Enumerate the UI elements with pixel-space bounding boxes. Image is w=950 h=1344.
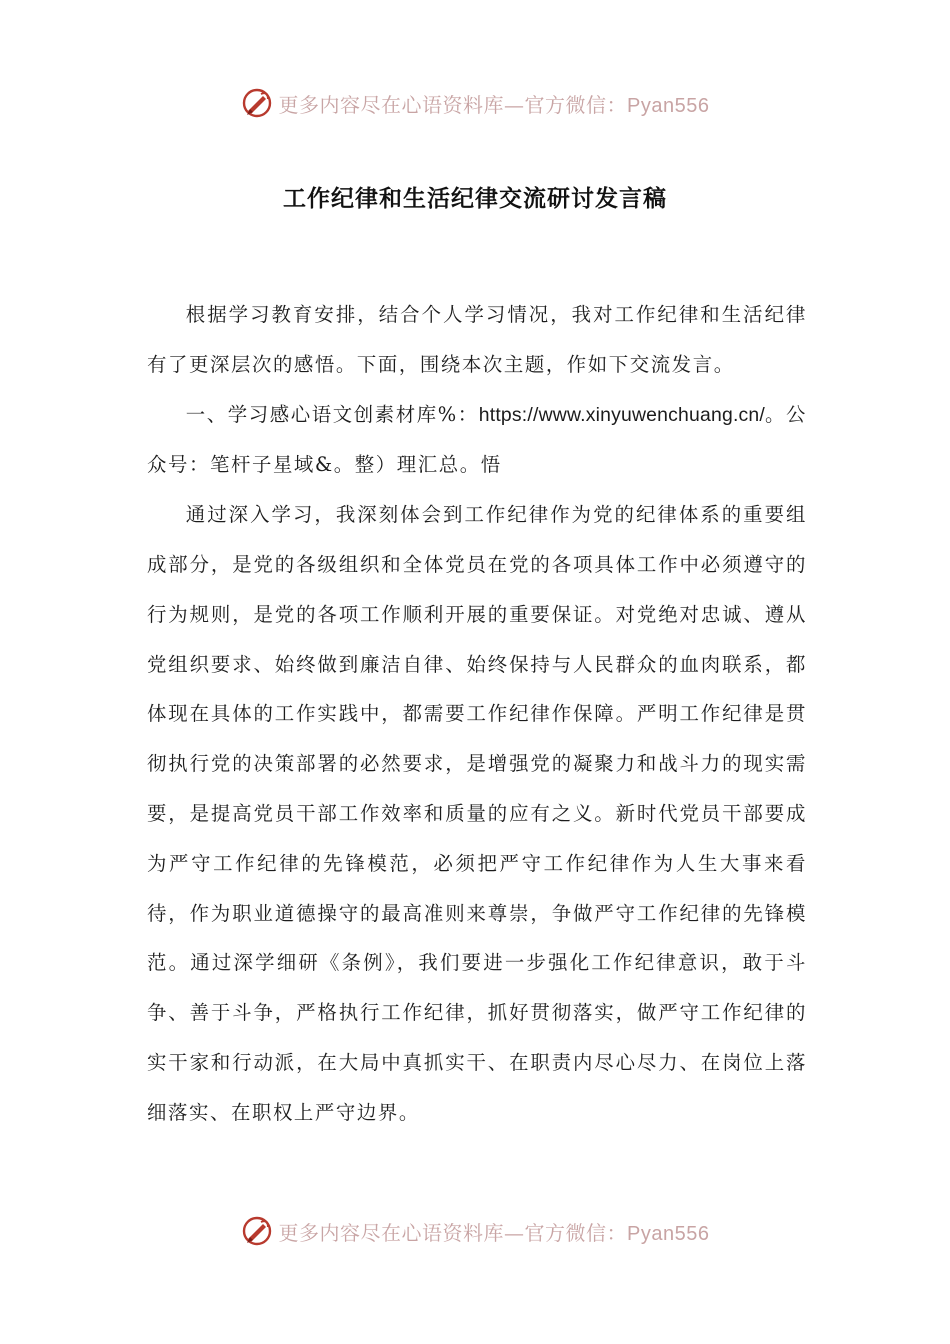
paragraph-section-heading	[147, 390, 807, 491]
document-body	[147, 290, 807, 1138]
banner-wechat-id: Pyan556	[627, 1222, 710, 1245]
document-title: 工作纪律和生活纪律交流研讨发言稿	[283, 185, 667, 212]
paragraph-intro: 根据学习教育安排，结合个人学习情况，我对工作纪律和生活纪律有了更深层次的感悟。下面，围绕本次主题，作如下交流发言。	[147, 303, 807, 376]
section-heading-tail: 。公众号：笔杆子星域&。整）理汇总。悟	[147, 402, 808, 477]
banner-text: 更多内容尽在心语资料库—官方微信：Pyan556	[278, 1220, 710, 1245]
quill-pen-circle-icon	[241, 87, 273, 119]
header-watermark-banner	[0, 79, 950, 127]
paragraph-body: 通过深入学习，我深刻体会到工作纪律作为党的纪律体系的重要组成部分，是党的各级组织和全体党员在党的各项具体工作中必须遵守的行为规则，是党的各项工作顺利开展的重要保证。对党绝对忠诚、遵从党组织要求、始终做到廉洁自律、始终保持与人民群众的血肉联系，都体现在具体的工作实践中，都需要工作纪律作保障。严明工作纪律是贯彻执行党的决策部署的必然要求，是增强党的凝聚力和战斗力的现实需要，是提高党员干部工作效率和质量的应有之义。新时代党员干部要成为严守工作纪律的先锋模范，必须把严守工作纪律作为人生大事来看待，作为职业道德操守的最高准则来尊崇，争做严守工作纪律的先锋模范。通过深学细研《条例》，我们要进一步强化工作纪律意识，敢于斗争、善于斗争，严格执行工作纪律，抓好贯彻落实，做严守工作纪律的实干家和行动派，在大局中真抓实干、在职责内尽心尽力、在岗位上落细落实、在职权上严守边界。	[147, 503, 807, 1124]
banner-text: 更多内容尽在心语资料库—官方微信：Pyan556	[278, 92, 710, 117]
footer-watermark-banner	[0, 1207, 950, 1255]
section-heading-text: 一、学习感心语文创素材库%：	[185, 402, 479, 426]
banner-wechat-id: Pyan556	[627, 94, 710, 117]
website-url: https://www.xinyuwenchuang.cn/	[478, 403, 766, 426]
quill-pen-circle-icon	[241, 1215, 273, 1247]
